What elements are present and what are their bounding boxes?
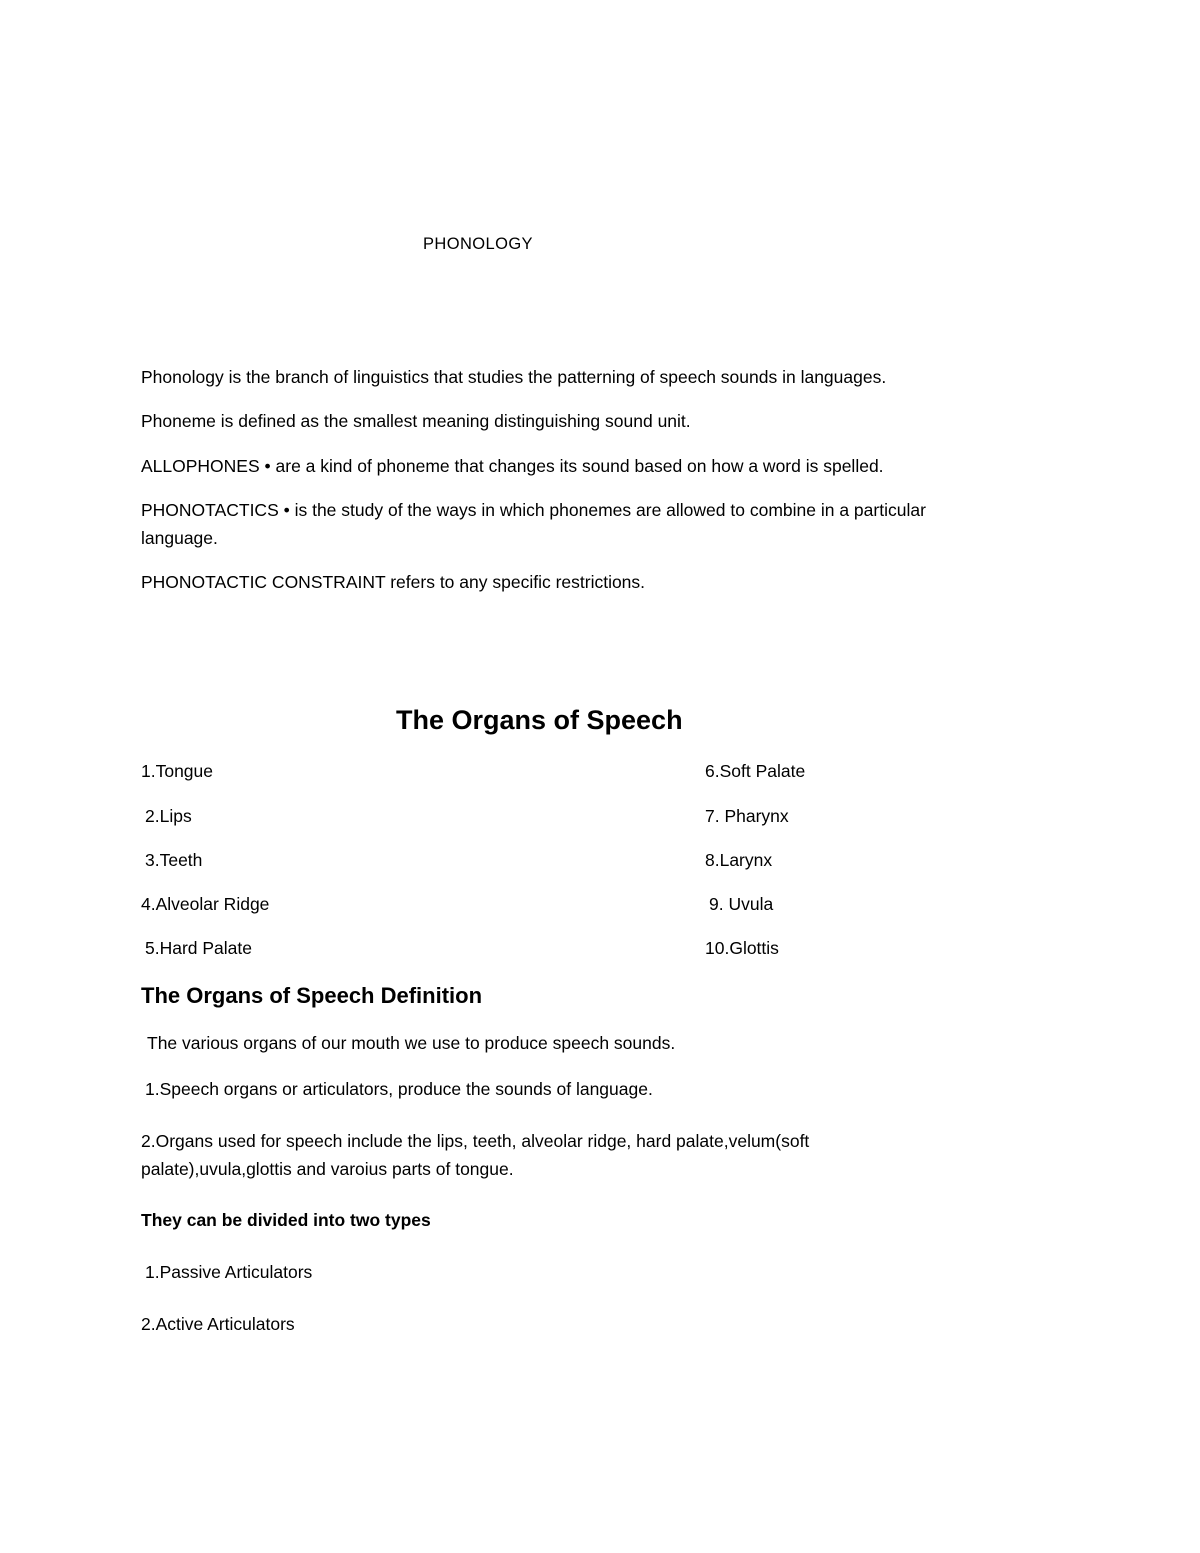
organ-list-item: 10.Glottis <box>705 938 779 958</box>
definition-phonotactics-continued: language. <box>141 528 218 548</box>
organ-list-item: 2.Lips <box>145 806 192 826</box>
definition-phonotactic-constraint: PHONOTACTIC CONSTRAINT refers to any specific restrictions. <box>141 572 646 592</box>
definition-heading: The Organs of Speech Definition <box>141 983 483 1008</box>
definition-allophones: ALLOPHONES • are a kind of phoneme that changes its sound based on how a word is spelled. <box>141 456 884 476</box>
definition-paragraph: 2.Organs used for speech include the lips, teeth, alveolar ridge, hard palate,velum(soft <box>141 1131 810 1151</box>
definition-paragraph-continued: palate),uvula,glottis and varoius parts of tongue. <box>141 1159 514 1179</box>
organs-heading: The Organs of Speech <box>396 705 683 735</box>
organ-list-item: 7. Pharynx <box>705 806 789 826</box>
definition-paragraph: 1.Speech organs or articulators, produce the sounds of language. <box>145 1079 653 1099</box>
types-heading: They can be divided into two types <box>141 1210 431 1230</box>
organ-list-item: 6.Soft Palate <box>705 761 806 781</box>
organ-list-item: 1.Tongue <box>141 761 214 781</box>
organ-list-item: 8.Larynx <box>705 850 773 870</box>
definition-phoneme: Phoneme is defined as the smallest meaning distinguishing sound unit. <box>141 411 691 431</box>
organ-list-item: 4.Alveolar Ridge <box>141 894 270 914</box>
organ-list-item: 5.Hard Palate <box>145 938 253 958</box>
type-item: 2.Active Articulators <box>141 1314 295 1334</box>
type-item: 1.Passive Articulators <box>145 1262 313 1282</box>
organ-list-item: 3.Teeth <box>145 850 203 870</box>
definition-paragraph: The various organs of our mouth we use to produce speech sounds. <box>147 1033 676 1053</box>
document-title: PHONOLOGY <box>423 235 533 253</box>
definition-phonology: Phonology is the branch of linguistics that studies the patterning of speech sounds in languages. <box>141 367 887 387</box>
definition-phonotactics: PHONOTACTICS • is the study of the ways in which phonemes are allowed to combine in a particular <box>141 500 926 520</box>
organ-list-item: 9. Uvula <box>709 894 774 914</box>
